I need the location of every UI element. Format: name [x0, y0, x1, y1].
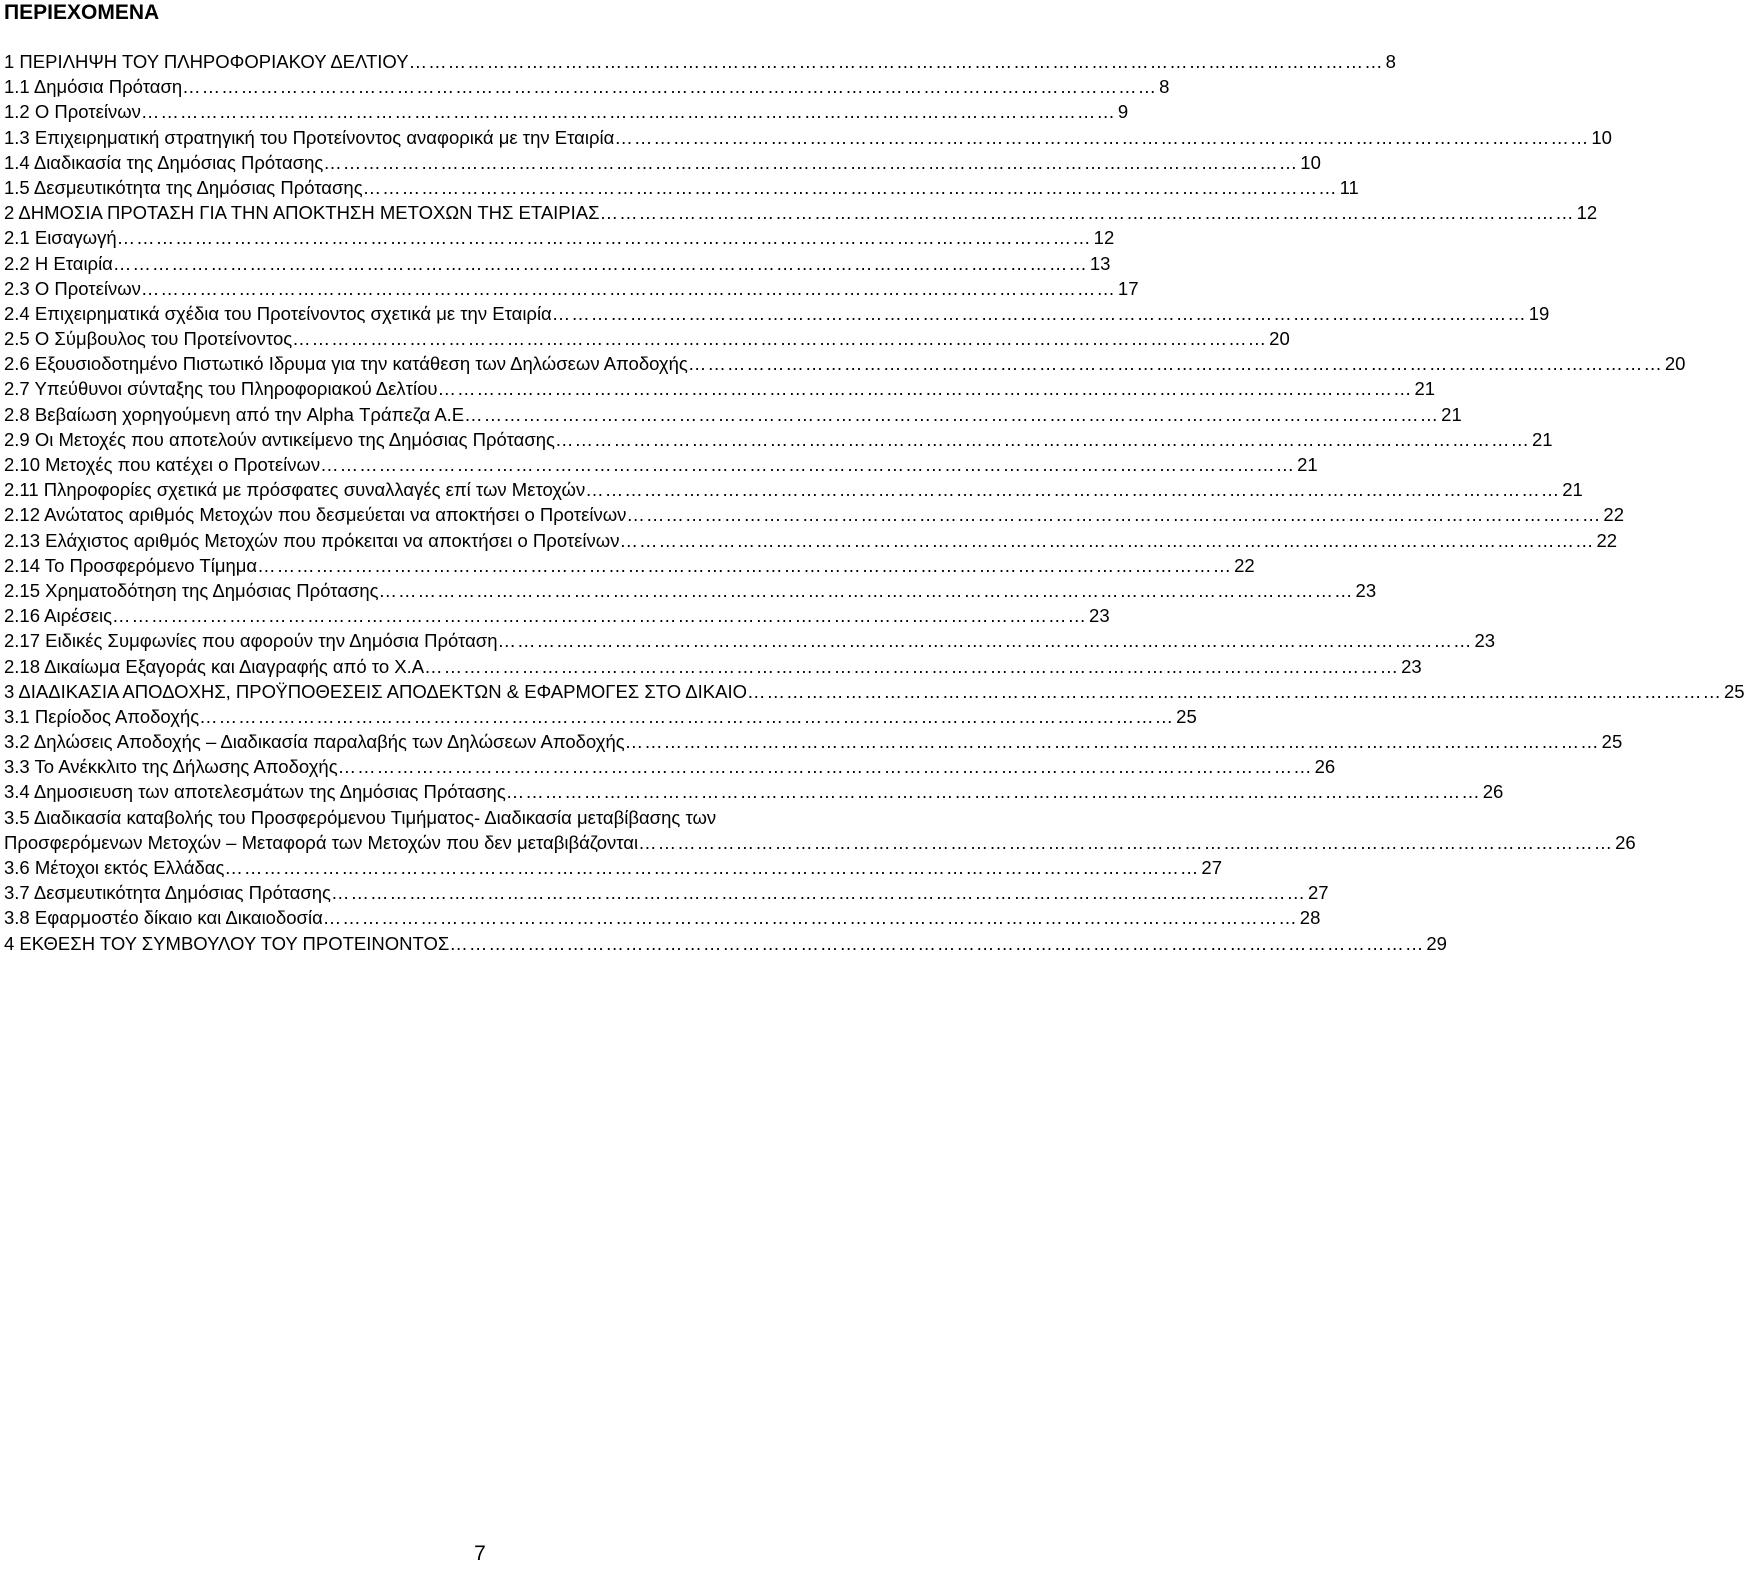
table-of-contents [4, 49, 1745, 956]
toc-entry[interactable] [4, 402, 1462, 427]
toc-entry-text: 3.7 Δεσμευτικότητα Δημόσιας Πρότασης [4, 882, 331, 904]
toc-leader-dots [257, 553, 1232, 578]
toc-entry-page: 28 [1299, 907, 1321, 929]
toc-leader-dots [117, 225, 1092, 250]
toc-entry-page: 11 [1339, 176, 1359, 198]
toc-entry-text: 2.10 Μετοχές που κατέχει ο Προτείνων [4, 454, 321, 475]
toc-entry-page: 12 [1576, 202, 1598, 224]
toc-leader-dots [506, 779, 1481, 804]
toc-leader-dots [464, 402, 1439, 427]
toc-entry-text: 2.6 Εξουσιοδοτημένο Πιστωτικό Ιδρυμα για την κατάθεση των Δηλώσεων Αποδοχής [4, 353, 688, 375]
toc-leader-dots [688, 351, 1663, 376]
toc-entry-text: 1 ΠΕΡΙΛΗΨΗ ΤΟΥ ΠΛΗΡΟΦΟΡΙΑΚΟΥ ΔΕΛΤΙΟΥ [4, 51, 409, 72]
toc-entry-page: 19 [1528, 302, 1550, 324]
toc-entry[interactable] [4, 376, 1436, 401]
toc-entry-text: 2.18 Δικαίωμα Εξαγοράς και Διαγραφής από το Χ.Α [4, 655, 425, 677]
toc-entry-page: 25 [1723, 680, 1745, 702]
toc-entry-page: 21 [1297, 454, 1318, 475]
toc-leader-dots [424, 654, 1399, 679]
toc-entry-text: 3.6 Μέτοχοι εκτός Ελλάδας [4, 857, 225, 879]
toc-entry[interactable] [4, 654, 1422, 679]
toc-leader-dots [585, 477, 1560, 502]
toc-leader-dots [747, 679, 1722, 704]
toc-entry[interactable] [4, 528, 1618, 553]
toc-entry-text: 1.5 Δεσμευτικότητα της Δημόσιας Πρότασης [4, 176, 363, 198]
toc-entry-text: 3 ΔΙΑΔΙΚΑΣΙΑ ΑΠΟΔΟΧΗΣ, ΠΡΟΫΠΟΘΕΣΕΙΣ ΑΠΟΔΕΚΤΩΝ & ΕΦΑΡΜΟΓΕΣ ΣΤΟ ΔΙΚΑΙΟ [4, 680, 747, 702]
page-number: 7 [474, 1542, 486, 1565]
toc-leader-dots [320, 452, 1295, 477]
toc-entry-page: 25 [1176, 705, 1197, 727]
toc-entry[interactable] [4, 150, 1321, 175]
toc-entry-text: 2.14 Το Προσφερόμενο Τίμημα [4, 554, 258, 576]
toc-entry-text: 2.17 Ειδικές Συμφωνίες που αφορούν την Δημόσια Πρόταση [4, 630, 498, 652]
toc-entry[interactable] [4, 578, 1377, 603]
toc-entry-text: 2.16 Αιρέσεις [4, 605, 113, 627]
toc-entry[interactable] [4, 729, 1623, 754]
toc-entry[interactable] [4, 326, 1290, 351]
toc-entry[interactable] [4, 125, 1612, 150]
toc-entry[interactable] [4, 74, 1170, 99]
toc-entry[interactable] [4, 477, 1583, 502]
toc-entry-page: 10 [1591, 126, 1612, 148]
toc-entry-text-line2: Προσφερόμενων Μετοχών – Μεταφορά των Μετοχών που δεν μεταβιβάζονται [4, 831, 639, 853]
toc-leader-dots [323, 150, 1298, 175]
toc-entry-page: 23 [1355, 579, 1377, 601]
toc-entry-page: 27 [1307, 882, 1329, 904]
toc-entry[interactable] [4, 99, 1129, 124]
toc-leader-dots [614, 125, 1589, 150]
toc-entry[interactable] [4, 276, 1139, 301]
toc-entry[interactable] [4, 603, 1110, 628]
toc-leader-dots [619, 528, 1594, 553]
toc-entry[interactable] [4, 931, 1447, 956]
toc-entry-page: 23 [1401, 655, 1422, 677]
toc-entry-page: 20 [1664, 353, 1686, 375]
toc-entry-text-line1: 3.5 Διαδικασία καταβολής του Προσφερόμενου Τιμήματος- Διαδικασία μεταβίβασης των [4, 806, 717, 828]
toc-entry-page: 13 [1089, 252, 1111, 274]
toc-entry-text: 2.9 Οι Μετοχές που αποτελούν αντικείμενο της Δημόσιας Πρότασης [4, 428, 555, 450]
toc-entry-text: 2.2 Η Εταιρία [4, 252, 113, 274]
toc-entry-text: 2.1 Εισαγωγή [4, 227, 117, 249]
toc-leader-dots [182, 74, 1157, 99]
toc-entry-page: 8 [1385, 51, 1396, 72]
toc-entry-page: 22 [1596, 529, 1618, 551]
toc-entry-page: 23 [1089, 605, 1110, 627]
toc-entry-text: 1.3 Επιχειρηματική στρατηγική του Προτείνοντος αναφορικά με την Εταιρία [4, 126, 615, 148]
toc-leader-dots [112, 603, 1087, 628]
toc-leader-dots [552, 301, 1527, 326]
toc-leader-dots [331, 880, 1306, 905]
toc-entry-text: 2.5 Ο Σύμβουλος του Προτείνοντος [4, 328, 293, 350]
toc-leader-dots [323, 905, 1298, 930]
toc-entry-text: 2.8 Βεβαίωση χορηγούμενη από την Alpha Τράπεζα Α.Ε [4, 403, 465, 425]
toc-leader-dots [625, 729, 1600, 754]
toc-entry[interactable] [4, 628, 1496, 653]
toc-entry-page: 27 [1201, 857, 1222, 879]
toc-entry[interactable] [4, 679, 1745, 704]
toc-entry-page: 12 [1093, 227, 1115, 249]
toc-entry-text: 2.7 Υπεύθυνοι σύνταξης του Πληροφοριακού Δελτίου [4, 378, 438, 400]
toc-entry[interactable] [4, 553, 1255, 578]
toc-entry-page: 21 [1562, 479, 1583, 501]
toc-entry-text: 2.12 Ανώτατος αριθμός Μετοχών που δεσμεύεται να αποκτήσει ο Προτείνων [4, 504, 627, 526]
toc-entry-text: 1.4 Διαδικασία της Δημόσιας Πρότασης [4, 151, 324, 173]
toc-entry[interactable] [4, 251, 1111, 276]
toc-leader-dots [292, 326, 1267, 351]
toc-entry-page: 25 [1601, 731, 1623, 753]
toc-entry-text: 2.3 Ο Προτείνων [4, 277, 141, 299]
toc-entry-page: 20 [1269, 328, 1290, 350]
toc-entry[interactable] [4, 225, 1115, 250]
toc-entry-text: 3.8 Εφαρμοστέο δίκαιο και Δικαιοδοσία [4, 907, 323, 929]
toc-entry-page: 29 [1426, 932, 1447, 954]
toc-entry[interactable] [4, 855, 1222, 880]
toc-entry-page: 17 [1117, 277, 1139, 299]
toc-entry[interactable] [4, 175, 1359, 200]
toc-leader-dots [338, 754, 1313, 779]
toc-leader-dots [224, 855, 1199, 880]
toc-leader-dots [141, 276, 1116, 301]
toc-entry-text: 2.13 Ελάχιστος αριθμός Μετοχών που πρόκειται να αποκτήσει ο Προτείνων [4, 529, 620, 551]
toc-entry-page: 26 [1615, 831, 1636, 853]
toc-entry-page: 26 [1482, 781, 1504, 803]
toc-leader-dots [113, 251, 1088, 276]
toc-entry-page: 21 [1414, 378, 1436, 400]
toc-entry-text: 2.11 Πληροφορίες σχετικά με πρόσφατες συναλλαγές επί των Μετοχών [4, 479, 586, 501]
toc-leader-dots [379, 578, 1354, 603]
toc-entry[interactable] [4, 427, 1553, 452]
toc-entry-wrapped[interactable] [4, 805, 1636, 855]
toc-leader-dots [449, 931, 1424, 956]
toc-leader-dots [498, 628, 1473, 653]
toc-entry[interactable] [4, 704, 1197, 729]
toc-entry-text: 4 ΕΚΘΕΣΗ ΤΟΥ ΣΥΜΒΟΥΛΟΥ ΤΟΥ ΠΡΟΤΕΙΝΟΝΤΟΣ [4, 932, 450, 954]
toc-leader-dots [638, 830, 1613, 855]
toc-entry[interactable] [4, 301, 1550, 326]
toc-entry-text: 3.3 Το Ανέκκλιτο της Δήλωσης Αποδοχής [4, 756, 338, 778]
toc-entry[interactable] [4, 754, 1336, 779]
toc-leader-dots [555, 427, 1530, 452]
toc-entry-text: 2.15 Χρηματοδότηση της Δημόσιας Πρότασης [4, 579, 379, 601]
toc-entry-page: 22 [1603, 504, 1624, 526]
toc-entry[interactable] [4, 49, 1396, 74]
toc-entry-page: 10 [1300, 151, 1321, 173]
toc-leader-dots [438, 376, 1413, 401]
toc-entry-page: 21 [1531, 428, 1553, 450]
toc-entry[interactable] [4, 200, 1598, 225]
toc-leader-dots [141, 99, 1116, 124]
toc-entry[interactable] [4, 779, 1504, 804]
toc-entry-text: 2.4 Επιχειρηματικά σχέδια του Προτείνοντος σχετικά με την Εταιρία [4, 302, 552, 324]
toc-entry[interactable] [4, 452, 1318, 477]
toc-entry-page: 23 [1474, 630, 1496, 652]
toc-heading: ΠΕΡΙΕΧΟΜΕΝΑ [4, 1, 160, 24]
toc-entry-text: 3.1 Περίοδος Αποδοχής [4, 705, 200, 727]
toc-entry-text: 1.1 Δημόσια Πρόταση [4, 76, 183, 98]
toc-entry[interactable] [4, 502, 1624, 527]
toc-entry-page: 26 [1314, 756, 1336, 778]
toc-leader-dots [363, 175, 1338, 200]
toc-entry-page: 8 [1159, 76, 1170, 98]
toc-leader-dots [199, 704, 1174, 729]
toc-entry-page: 9 [1117, 101, 1129, 123]
toc-entry-page: 22 [1234, 554, 1255, 576]
toc-leader-dots [600, 200, 1575, 225]
toc-entry[interactable] [4, 351, 1686, 376]
toc-entry-text: 3.2 Δηλώσεις Αποδοχής – Διαδικασία παραλαβής των Δηλώσεων Αποδοχής [4, 731, 625, 753]
toc-leader-dots [626, 502, 1601, 527]
toc-entry-text: 1.2 Ο Προτείνων [4, 101, 141, 123]
toc-entry-text: 3.4 Δημοσιευση των αποτελεσμάτων της Δημόσιας Πρότασης [4, 781, 506, 803]
toc-leader-dots [409, 49, 1384, 74]
toc-entry-text: 2 ΔΗΜΟΣΙΑ ΠΡΟΤΑΣΗ ΓΙΑ ΤΗΝ ΑΠΟΚΤΗΣΗ ΜΕΤΟΧΩΝ ΤΗΣ ΕΤΑΙΡΙΑΣ [4, 202, 600, 224]
toc-entry[interactable] [4, 880, 1329, 905]
toc-entry[interactable] [4, 905, 1321, 930]
toc-entry-page: 21 [1441, 403, 1462, 425]
